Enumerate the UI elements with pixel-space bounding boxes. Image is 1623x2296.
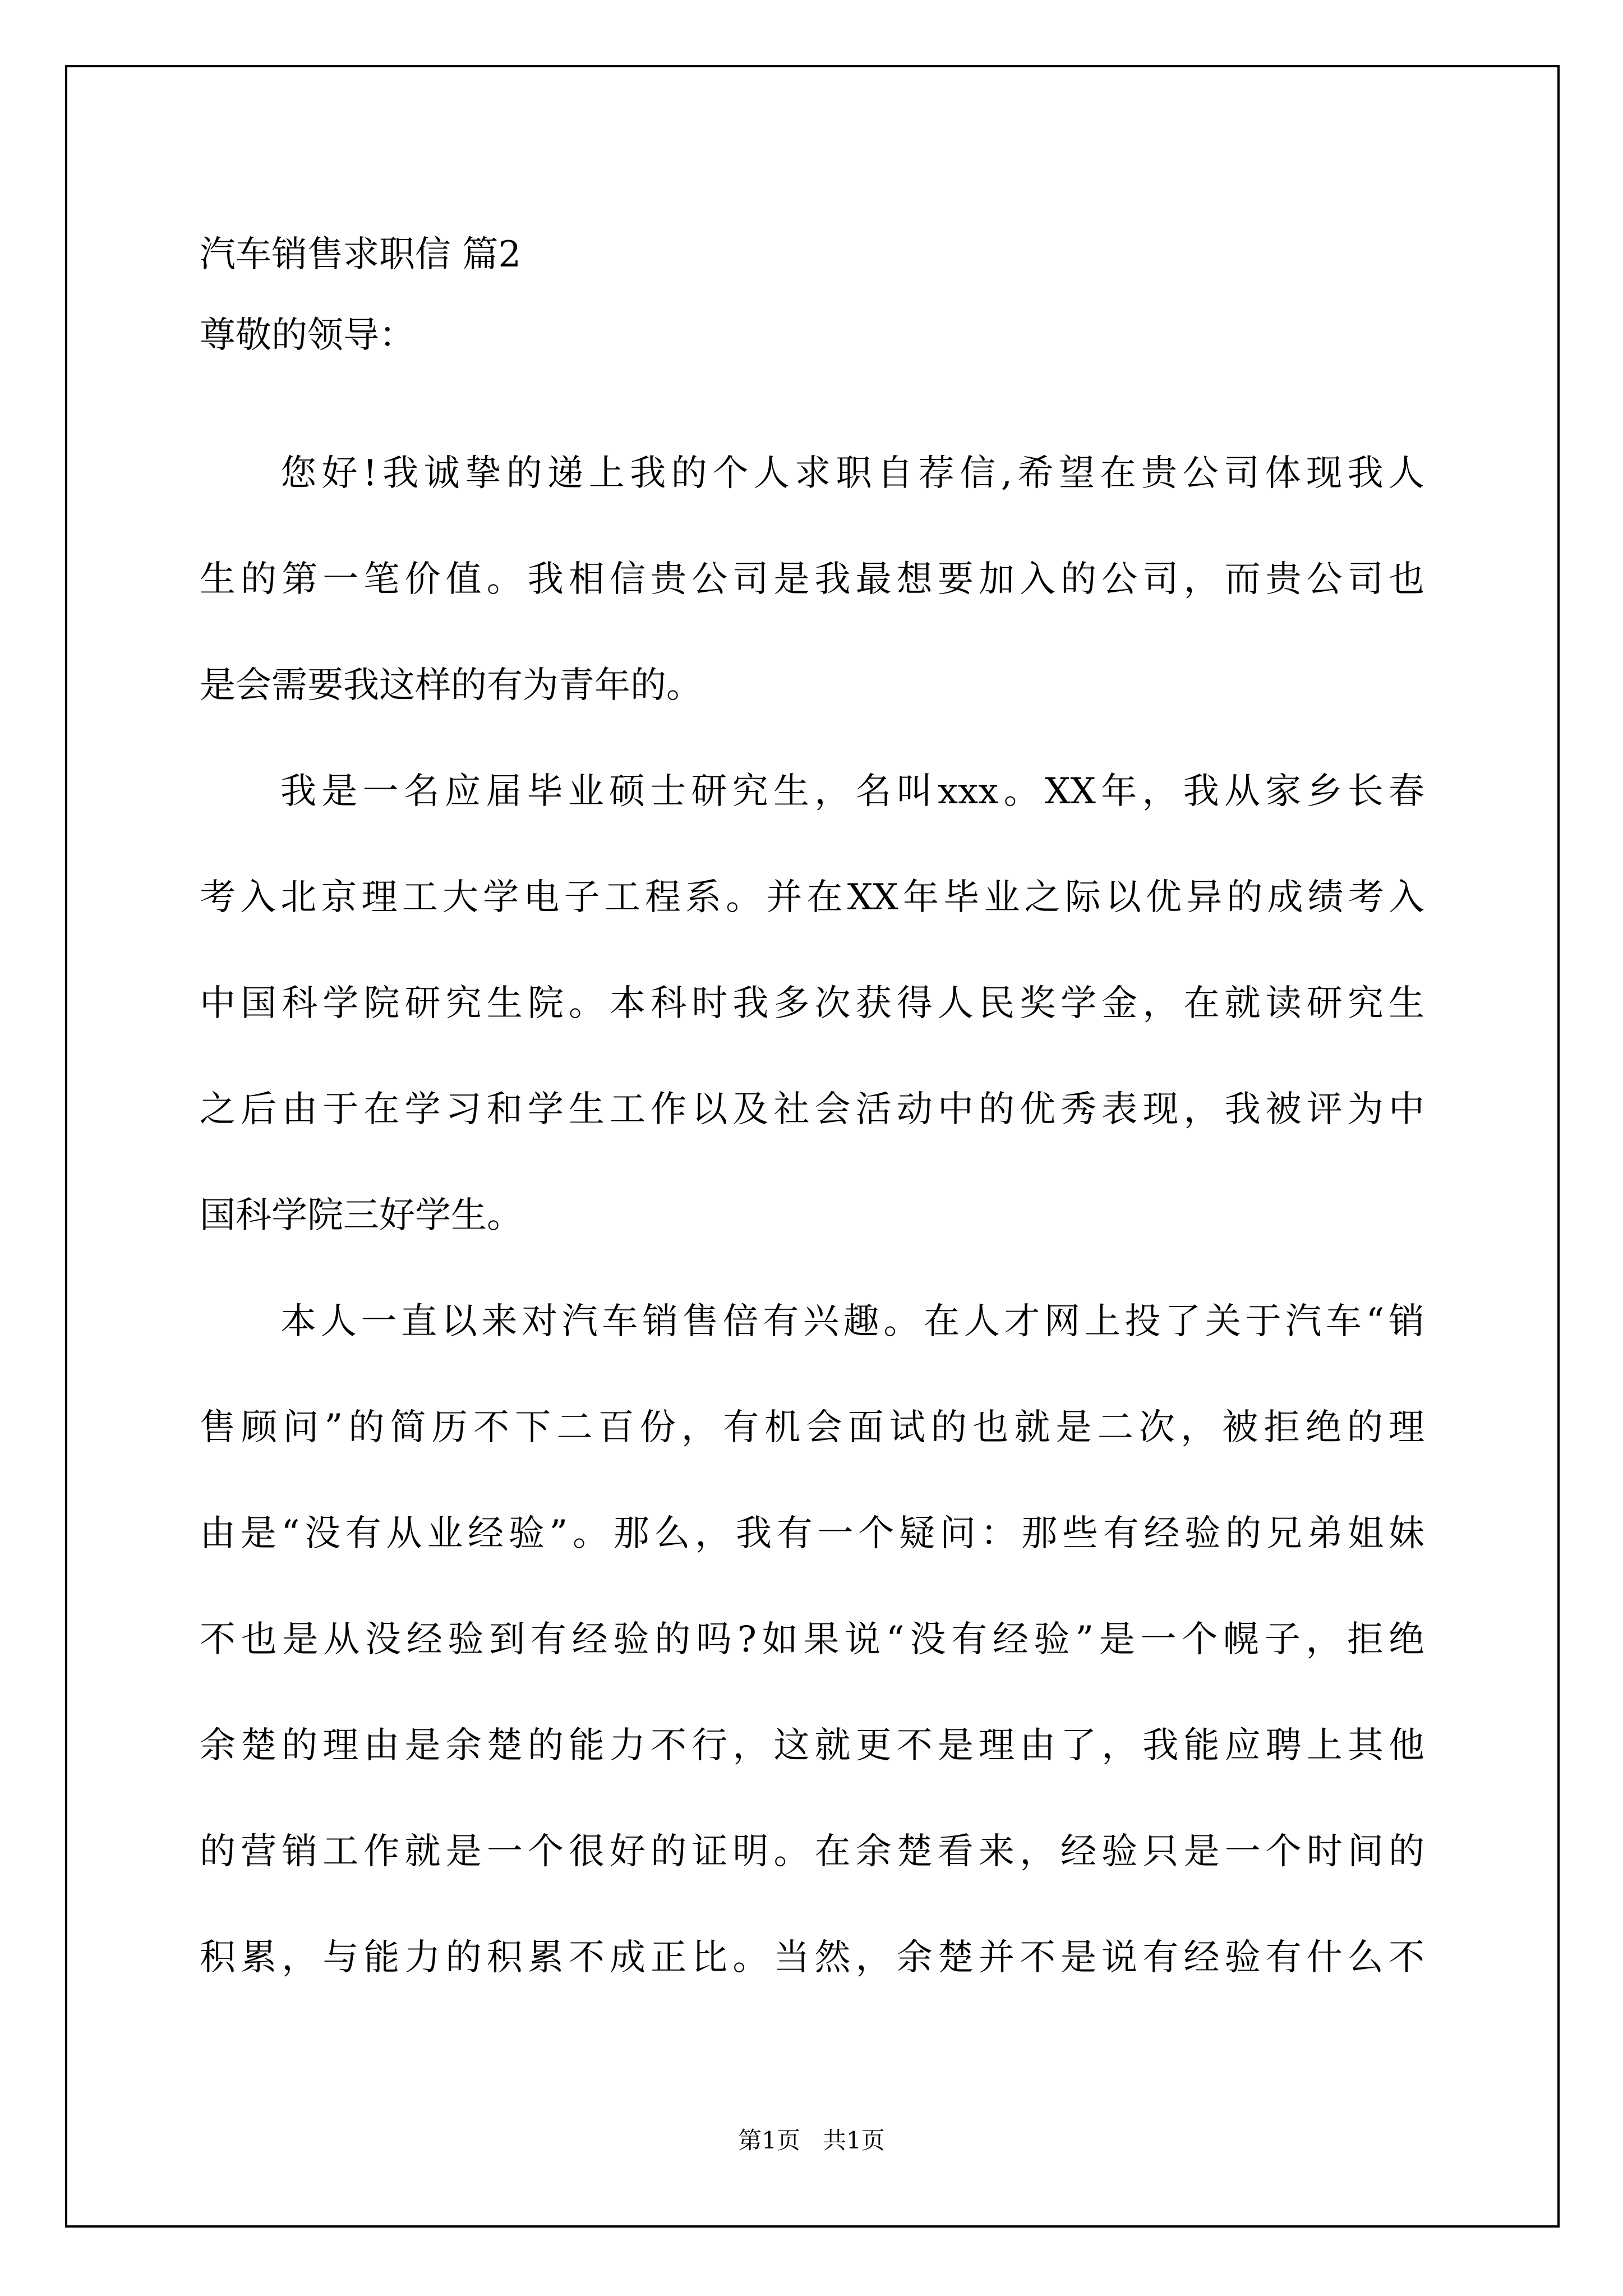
- paragraph-line: 余楚的理由是余楚的能力不行，这就更不是理由了，我能应聘上其他: [200, 1725, 1424, 1766]
- paragraph-line: 考入北京理工大学电子工程系。并在XX年毕业之际以优异的成绩考入: [200, 877, 1424, 918]
- paragraph-line: 是会需要我这样的有为青年的。: [200, 665, 702, 706]
- paragraph-line: 之后由于在学习和学生工作以及社会活动中的优秀表现，我被评为中: [200, 1089, 1424, 1130]
- paragraph-line: 您好!我诚挚的递上我的个人求职自荐信,希望在贵公司体现我人: [280, 453, 1424, 494]
- paragraph-line: 不也是从没经验到有经验的吗?如果说“没有经验”是一个幌子，拒绝: [200, 1619, 1424, 1660]
- paragraph-line: 本人一直以来对汽车销售倍有兴趣。在人才网上投了关于汽车“销: [280, 1301, 1424, 1342]
- paragraph-line: 售顾问”的简历不下二百份，有机会面试的也就是二次，被拒绝的理: [200, 1407, 1424, 1448]
- paragraph-line: 由是“没有从业经验”。那么，我有一个疑问：那些有经验的兄弟姐妹: [200, 1513, 1424, 1554]
- paragraph-line: 生的第一笔价值。我相信贵公司是我最想要加入的公司，而贵公司也: [200, 559, 1424, 600]
- paragraph-line: 中国科学院研究生院。本科时我多次获得人民奖学金，在就读研究生: [200, 983, 1424, 1024]
- paragraph-line: 我是一名应届毕业硕士研究生，名叫xxx。XX年，我从家乡长春: [280, 771, 1424, 812]
- paragraph-line: 积累，与能力的积累不成正比。当然，余楚并不是说有经验有什么不: [200, 1937, 1424, 1978]
- salutation: 尊敬的领导：: [200, 315, 415, 356]
- paragraph-line: 国科学院三好学生。: [200, 1195, 523, 1236]
- page-border: [65, 65, 1560, 2228]
- document-title: 汽车销售求职信 篇2: [200, 234, 522, 275]
- paragraph-line: 的营销工作就是一个很好的证明。在余楚看来，经验只是一个时间的: [200, 1831, 1424, 1872]
- page-number: 第1页 共1页: [738, 2127, 885, 2154]
